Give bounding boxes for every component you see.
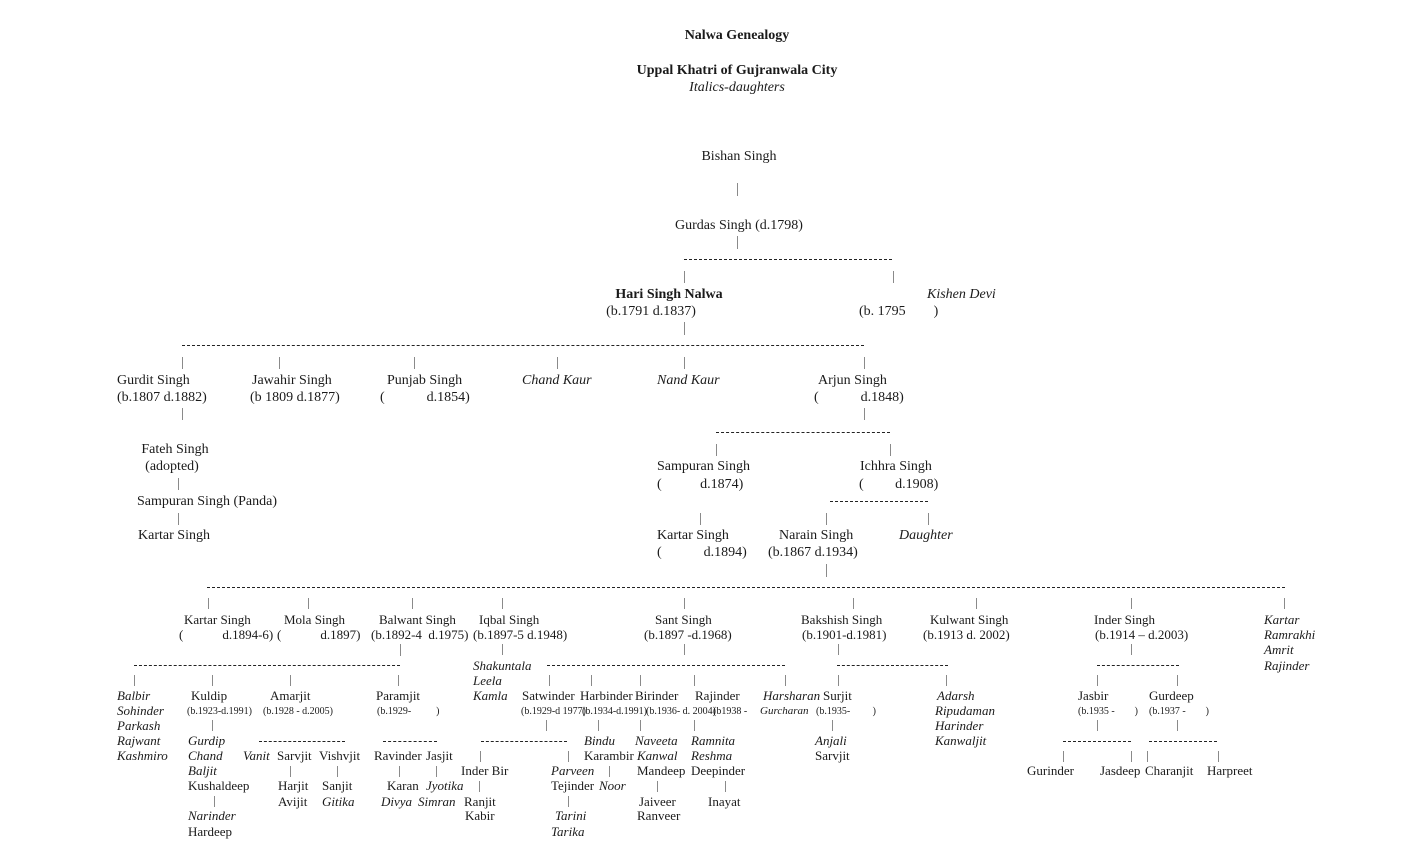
- connector: [684, 357, 685, 369]
- dates-hari-singh-nalwa: (b.1791 d.1837): [606, 304, 696, 319]
- connector: [214, 796, 215, 807]
- connector: [436, 766, 437, 777]
- connector: [399, 766, 400, 777]
- connector: [700, 513, 701, 525]
- connector: [946, 675, 947, 686]
- person-kushaldeep: Kushaldeep: [188, 778, 250, 793]
- connector: [134, 675, 135, 686]
- connector: [684, 271, 685, 283]
- connector: [1097, 675, 1098, 686]
- connector: [337, 766, 338, 777]
- connector: [785, 675, 786, 686]
- sibling-line: [716, 432, 890, 433]
- connector: [502, 598, 503, 609]
- connector: [893, 271, 894, 283]
- adopted-note: (adopted): [145, 459, 199, 474]
- connector: [290, 675, 291, 686]
- dates-sant-singh: (b.1897 -d.1968): [644, 627, 732, 642]
- person-kuldip: Kuldip: [191, 688, 228, 703]
- connector: [737, 183, 738, 196]
- connector: [838, 644, 839, 655]
- person-balwant-singh: Balwant Singh: [379, 612, 456, 627]
- person-kanwaljit: Kanwaljit: [935, 733, 987, 748]
- person-kartar-singh-gurdit-line: Kartar Singh: [138, 528, 210, 543]
- connector: [864, 357, 865, 369]
- person-sarvjit-surjit: Sarvjit: [815, 748, 850, 763]
- page-subtitle: Uppal Khatri of Gujranwala City: [636, 63, 838, 78]
- dates-iqbal-singh: (b.1897-5 d.1948): [473, 627, 568, 642]
- person-punjab-singh: Punjab Singh: [387, 373, 463, 388]
- person-karan: Karan: [387, 778, 419, 793]
- person-fateh-singh: Fateh Singh: [141, 442, 209, 457]
- person-arjun-singh: Arjun Singh: [818, 373, 887, 388]
- person-ripudaman: Ripudaman: [935, 703, 995, 718]
- connector: [568, 751, 569, 762]
- dates-kartar-singh-g7: ( d.1894-6): [179, 627, 274, 642]
- person-deepinder: Deepinder: [691, 763, 746, 778]
- connector: [684, 598, 685, 609]
- person-iqbal-singh: Iqbal Singh: [479, 612, 540, 627]
- person-kabir: Kabir: [465, 808, 495, 823]
- connector: [684, 322, 685, 335]
- person-surjit: Surjit: [823, 688, 852, 703]
- dates-birinder: (b.1936- d. 2004): [646, 706, 716, 717]
- sibling-line: [481, 741, 567, 742]
- person-ravinder: Ravinder: [374, 748, 422, 763]
- connector: [1097, 720, 1098, 731]
- dates-jawahir-singh: (b 1809 d.1877): [250, 390, 340, 405]
- dates-jasbir: (b.1935 - ): [1078, 706, 1138, 717]
- connector: [568, 796, 569, 807]
- person-harsharan: Harsharan: [763, 688, 821, 703]
- connector: [640, 720, 641, 731]
- connector: [928, 513, 929, 525]
- person-gurinder: Gurinder: [1027, 763, 1074, 778]
- connector: [609, 766, 610, 777]
- connector: [598, 720, 599, 731]
- person-chand-kaur: Chand Kaur: [522, 373, 592, 388]
- connector: [657, 781, 658, 792]
- dates-rajinder: (b1938 -: [713, 706, 748, 717]
- connector: [1131, 751, 1132, 762]
- connector: [549, 675, 550, 686]
- person-anjali: Anjali: [815, 733, 847, 748]
- person-harjit: Harjit: [278, 778, 309, 793]
- connector: [716, 444, 717, 456]
- person-inder-bir: Inder Bir: [461, 763, 509, 778]
- person-amarjit: Amarjit: [270, 688, 311, 703]
- sibling-line: [547, 665, 785, 666]
- person-ramnita: Ramnita: [691, 733, 736, 748]
- person-rajinder-daughter: Rajinder: [1264, 658, 1310, 673]
- sibling-line: [837, 665, 948, 666]
- person-jasjit: Jasjit: [426, 748, 453, 763]
- person-naveeta: Naveeta: [635, 733, 678, 748]
- connector: [480, 751, 481, 762]
- connector: [684, 644, 685, 655]
- person-vishvjit: Vishvjit: [319, 748, 361, 763]
- person-vanit: Vanit: [243, 748, 270, 763]
- sibling-line: [207, 587, 1285, 588]
- dates-kartar-singh-arjun-line: ( d.1894): [657, 545, 747, 560]
- person-jyotika: Jyotika: [426, 778, 464, 793]
- person-kanwal: Kanwal: [637, 748, 678, 763]
- connector: [1177, 720, 1178, 731]
- person-hari-singh-nalwa: Hari Singh Nalwa: [615, 287, 723, 302]
- person-kamla: Kamla: [473, 688, 508, 703]
- person-divya: Divya: [381, 794, 413, 809]
- dates-gurdit-singh: (b.1807 d.1882): [117, 390, 207, 405]
- dates-harbinder: (b.1934-d.1991): [582, 706, 647, 717]
- connector: [1063, 751, 1064, 762]
- person-adarsh: Adarsh: [937, 688, 975, 703]
- person-tarini: Tarini: [555, 808, 587, 823]
- dates-surjit: (b.1935- ): [816, 706, 876, 717]
- person-ichhra-singh: Ichhra Singh: [860, 459, 932, 474]
- connector: [412, 598, 413, 609]
- person-jasbir: Jasbir: [1078, 688, 1109, 703]
- person-daughter: Daughter: [899, 528, 953, 543]
- dates-amarjit: (b.1928 - d.2005): [263, 706, 333, 717]
- connector: [976, 598, 977, 609]
- dates-kuldip: (b.1923-d.1991): [187, 706, 252, 717]
- dates-kishen-devi: (b. 1795 ): [859, 304, 939, 319]
- connector: [1131, 644, 1132, 655]
- connector: [414, 357, 415, 369]
- connector: [398, 675, 399, 686]
- connector: [694, 720, 695, 731]
- connector: [1177, 675, 1178, 686]
- person-leela: Leela: [473, 673, 502, 688]
- person-nand-kaur: Nand Kaur: [657, 373, 720, 388]
- person-ranjit: Ranjit: [464, 794, 496, 809]
- person-simran: Simran: [418, 794, 456, 809]
- person-tejinder: Tejinder: [551, 778, 595, 793]
- dates-satwinder: (b.1929-d 1977): [521, 706, 586, 717]
- connector: [1131, 598, 1132, 609]
- person-harpreet: Harpreet: [1207, 763, 1253, 778]
- person-rajinder: Rajinder: [695, 688, 740, 703]
- connector: [725, 781, 726, 792]
- connector: [279, 357, 280, 369]
- sibling-line: [259, 741, 345, 742]
- connector: [182, 357, 183, 369]
- person-parkash: Parkash: [117, 718, 161, 733]
- dates-bakshish-singh: (b.1901-d.1981): [802, 627, 887, 642]
- dates-mola-singh: ( d.1897): [277, 627, 361, 642]
- person-noor: Noor: [599, 778, 626, 793]
- person-gurdip: Gurdip: [188, 733, 226, 748]
- person-satwinder: Satwinder: [522, 688, 575, 703]
- person-narain-singh: Narain Singh: [779, 528, 854, 543]
- connector: [1284, 598, 1285, 609]
- person-chand: Chand: [188, 748, 223, 763]
- page-title: Nalwa Genealogy: [684, 28, 790, 43]
- connector: [546, 720, 547, 731]
- person-balbir: Balbir: [117, 688, 151, 703]
- connector: [182, 408, 183, 420]
- dates-ichhra-singh: ( d.1908): [859, 477, 939, 492]
- sibling-line: [1149, 741, 1217, 742]
- person-sohinder: Sohinder: [117, 703, 164, 718]
- person-avijit: Avijit: [278, 794, 308, 809]
- connector: [1147, 751, 1148, 762]
- person-kulwant-singh: Kulwant Singh: [930, 612, 1009, 627]
- connector: [290, 766, 291, 777]
- connector: [212, 720, 213, 731]
- connector: [826, 564, 827, 577]
- person-sampuran-singh-panda: Sampuran Singh (Panda): [137, 494, 277, 509]
- person-gurdit-singh: Gurdit Singh: [117, 373, 190, 388]
- connector: [502, 644, 503, 655]
- connector: [838, 675, 839, 686]
- person-baljit: Baljit: [188, 763, 217, 778]
- person-jawahir-singh: Jawahir Singh: [252, 373, 332, 388]
- person-gitika: Gitika: [322, 794, 355, 809]
- connector: [737, 236, 738, 249]
- dates-narain-singh: (b.1867 d.1934): [768, 545, 858, 560]
- connector: [853, 598, 854, 609]
- connector: [212, 675, 213, 686]
- connector: [694, 675, 695, 686]
- sibling-line: [134, 665, 400, 666]
- person-ranveer: Ranveer: [637, 808, 681, 823]
- connector: [864, 408, 865, 420]
- person-bindu: Bindu: [584, 733, 616, 748]
- person-gurdas-singh: Gurdas Singh (d.1798): [675, 218, 803, 233]
- person-hardeep: Hardeep: [188, 824, 233, 839]
- sibling-line: [182, 345, 864, 346]
- dates-balwant-singh: (b.1892-4 d.1975): [371, 627, 469, 642]
- person-ramrakhi: Ramrakhi: [1264, 627, 1316, 642]
- dates-paramjit: (b.1929- ): [377, 706, 440, 717]
- person-harinder: Harinder: [935, 718, 984, 733]
- person-inayat: Inayat: [708, 794, 741, 809]
- connector: [208, 598, 209, 609]
- connector: [479, 781, 480, 792]
- connector: [640, 675, 641, 686]
- legend-note: Italics-daughters: [689, 80, 785, 95]
- person-paramjit: Paramjit: [376, 688, 421, 703]
- person-harbinder: Harbinder: [580, 688, 633, 703]
- sibling-line: [830, 501, 928, 502]
- dates-punjab-singh: ( d.1854): [380, 390, 470, 405]
- sibling-line: [1097, 665, 1179, 666]
- person-birinder: Birinder: [635, 688, 679, 703]
- connector: [308, 598, 309, 609]
- person-charanjit: Charanjit: [1145, 763, 1194, 778]
- person-gurcharan: Gurcharan: [760, 705, 809, 717]
- person-reshma: Reshma: [691, 748, 733, 763]
- dates-arjun-singh: ( d.1848): [814, 390, 904, 405]
- person-kishen-devi: Kishen Devi: [927, 287, 996, 302]
- person-inder-singh: Inder Singh: [1094, 612, 1156, 627]
- sibling-line: [1063, 741, 1131, 742]
- connector: [557, 357, 558, 369]
- person-sanjit: Sanjit: [322, 778, 353, 793]
- dates-gurdeep: (b.1937 - ): [1149, 706, 1209, 717]
- person-parveen: Parveen: [551, 763, 595, 778]
- connector: [832, 720, 833, 731]
- person-kartar-singh-arjun-line: Kartar Singh: [657, 528, 729, 543]
- person-bakshish-singh: Bakshish Singh: [801, 612, 883, 627]
- person-gurdeep: Gurdeep: [1149, 688, 1194, 703]
- person-karambir: Karambir: [584, 748, 634, 763]
- connector: [178, 513, 179, 525]
- person-sant-singh: Sant Singh: [655, 612, 712, 627]
- dates-inder-singh: (b.1914 – d.2003): [1095, 627, 1189, 642]
- dates-sampuran-singh: ( d.1874): [657, 477, 744, 492]
- sibling-line: [684, 259, 892, 260]
- connector: [890, 444, 891, 456]
- person-rajwant: Rajwant: [117, 733, 161, 748]
- connector: [826, 513, 827, 525]
- person-mandeep: Mandeep: [637, 763, 686, 778]
- person-jaiveer: Jaiveer: [639, 794, 676, 809]
- person-kartar-daughter-right: Kartar: [1264, 612, 1300, 627]
- person-shakuntala: Shakuntala: [473, 658, 532, 673]
- sibling-line: [383, 741, 437, 742]
- dates-kulwant-singh: (b.1913 d. 2002): [923, 627, 1010, 642]
- person-sampuran-singh: Sampuran Singh: [657, 459, 750, 474]
- person-bishan-singh: Bishan Singh: [701, 149, 777, 164]
- person-narinder: Narinder: [188, 808, 236, 823]
- connector: [400, 644, 401, 656]
- person-sarvjit: Sarvjit: [277, 748, 312, 763]
- connector: [178, 478, 179, 490]
- person-amrit: Amrit: [1264, 642, 1294, 657]
- person-kartar-singh-g7: Kartar Singh: [184, 612, 251, 627]
- person-kashmiro: Kashmiro: [117, 748, 168, 763]
- person-mola-singh: Mola Singh: [284, 612, 346, 627]
- connector: [1218, 751, 1219, 762]
- connector: [591, 675, 592, 686]
- person-jasdeep: Jasdeep: [1100, 763, 1141, 778]
- person-tarika: Tarika: [551, 824, 585, 839]
